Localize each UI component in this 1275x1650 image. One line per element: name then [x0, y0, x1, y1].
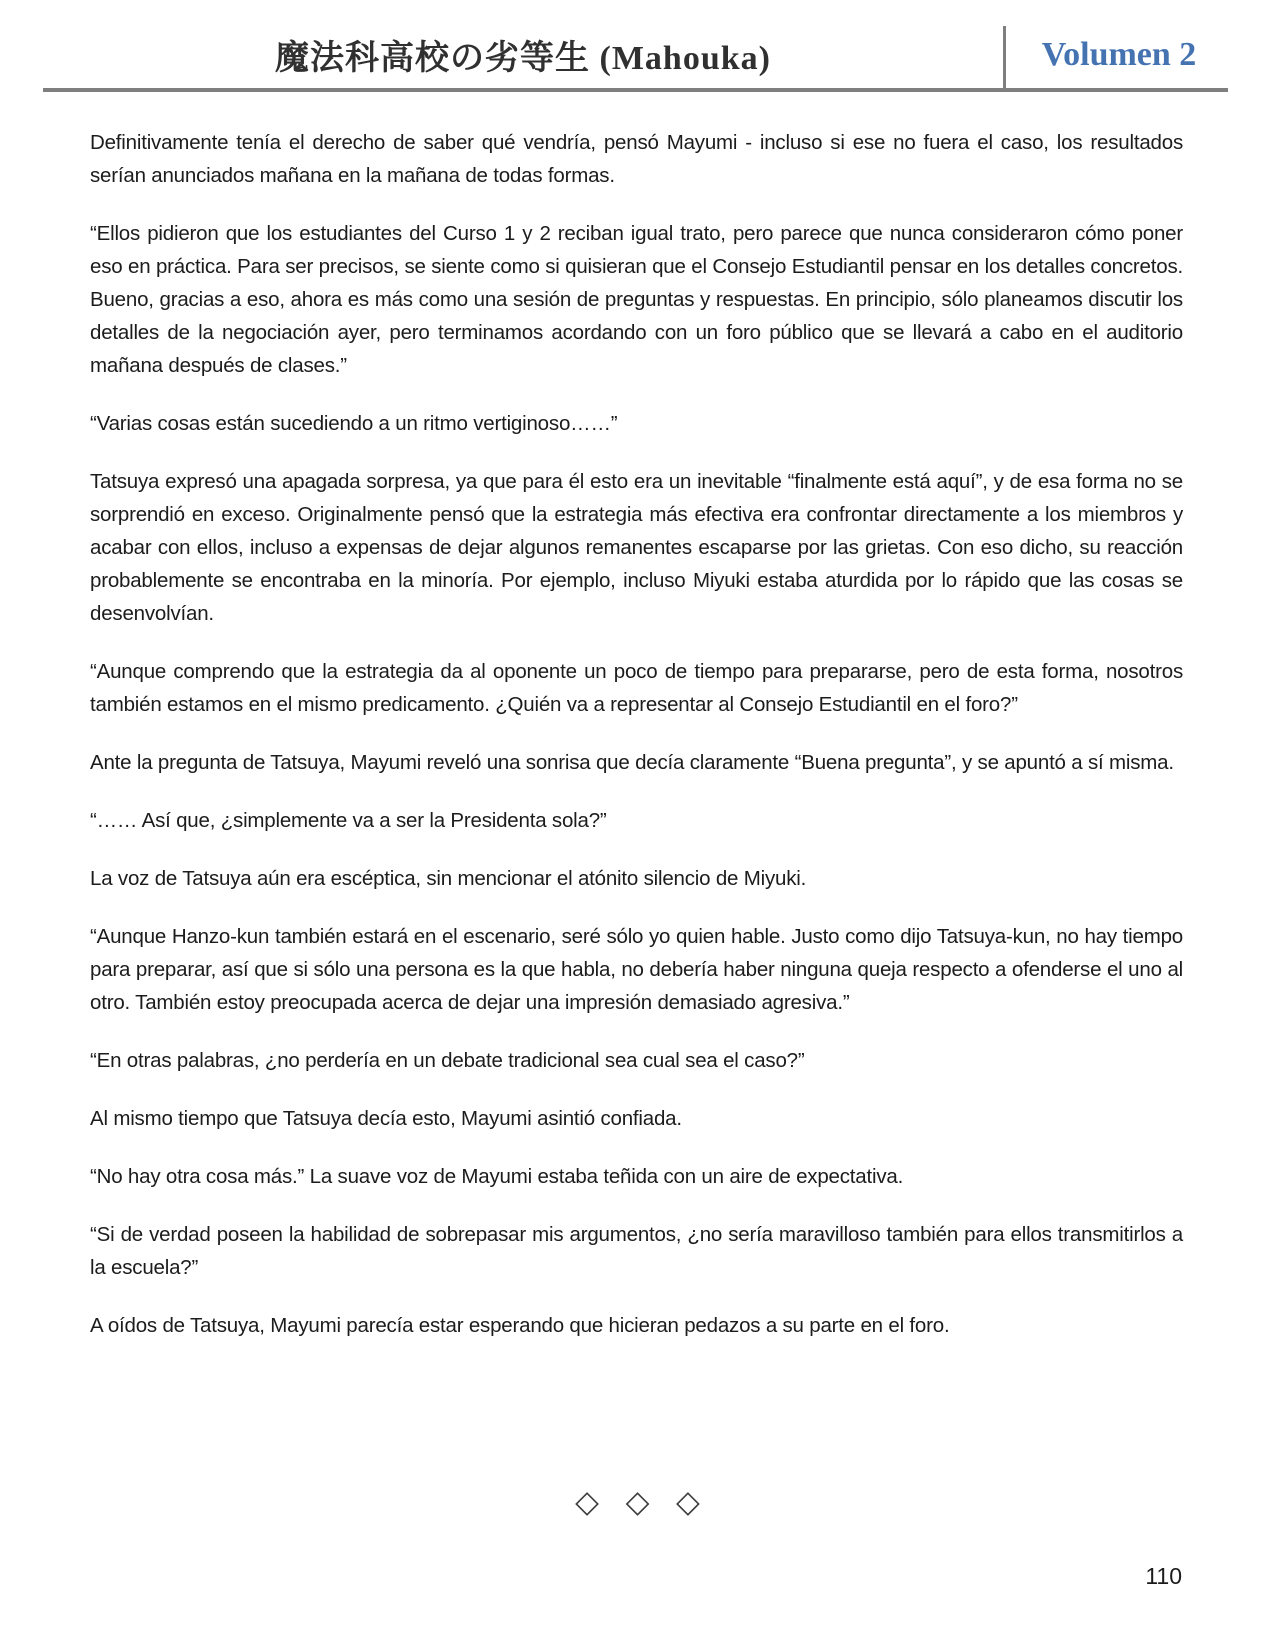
paragraph: Definitivamente tenía el derecho de saber qué vendría, pensó Mayumi - incluso si ese no fuera el caso, los resultados serían anunciados mañana en la mañana de todas formas. — [90, 131, 1183, 187]
paragraph: Ante la pregunta de Tatsuya, Mayumi reveló una sonrisa que decía claramente “Buena pregunta”, y se apuntó a sí misma. — [90, 751, 1174, 774]
paragraph: La voz de Tatsuya aún era escéptica, sin mencionar el atónito silencio de Miyuki. — [90, 867, 807, 890]
paragraph: Al mismo tiempo que Tatsuya decía esto, Mayumi asintió confiada. — [90, 1107, 682, 1130]
volume-label: Volumen 2 — [1041, 36, 1197, 73]
paragraph: “…… Así que, ¿simplemente va a ser la Presidenta sola?” — [90, 809, 607, 832]
paragraph: “Ellos pidieron que los estudiantes del Curso 1 y 2 reciban igual trato, pero parece que nunca consideraron cómo poner eso en práctica. Para ser precisos, se siente como si quisieran que el Consejo Estudiantil pensar en los detalles concretos. Bueno, gracias a eso, ahora es más como una sesión de preguntas y respuestas. En principio, sólo planeamos discutir los detalles de la negociación ayer, pero terminamos acordando con un foro público que se llevará a cabo en el auditorio mañana después de clases.” — [90, 222, 1183, 377]
paragraph: “Si de verdad poseen la habilidad de sobrepasar mis argumentos, ¿no sería maravilloso también para ellos transmitirlos a la escuela?” — [90, 1223, 1183, 1279]
paragraph: “Aunque comprendo que la estrategia da al oponente un poco de tiempo para prepararse, pero de esta forma, nosotros también estamos en el mismo predicamento. ¿Quién va a representar al Consejo Estudiantil en el foro?” — [90, 660, 1183, 716]
paragraph: A oídos de Tatsuya, Mayumi parecía estar esperando que hicieran pedazos a su parte en el foro. — [90, 1314, 950, 1337]
page-number: 110 — [1145, 1563, 1182, 1589]
header-vertical-divider — [1003, 26, 1006, 90]
paragraph: “Varias cosas están sucediendo a un ritmo vertiginoso……” — [90, 412, 618, 435]
header-horizontal-rule — [43, 88, 1228, 92]
document-title: 魔法科高校の劣等生 (Mahouka) — [275, 40, 771, 77]
page-body — [90, 126, 1183, 1367]
paragraph: Tatsuya expresó una apagada sorpresa, ya que para él esto era un inevitable “finalmente está aquí”, y de esa forma no se sorprendió en exceso. Originalmente pensó que la estrategia más efectiva era confrontar directamente a los miembros y acabar con ellos, incluso a expensas de dejar algunos remanentes escaparse por las grietas. Con eso dicho, su reacción probablemente se encontraba en la minoría. Por ejemplo, incluso Miyuki estaba aturdida por lo rápido que las cosas se desenvolvían. — [90, 470, 1183, 625]
paragraph: “Aunque Hanzo-kun también estará en el escenario, seré sólo yo quien hable. Justo como dijo Tatsuya-kun, no hay tiempo para preparar, así que si sólo una persona es la que habla, no debería haber ninguna queja respecto a ofenderse el uno al otro. También estoy preocupada acerca de dejar una impresión demasiado agresiva.” — [90, 925, 1183, 1014]
paragraph: “No hay otra cosa más.” La suave voz de Mayumi estaba teñida con un aire de expectativa. — [90, 1165, 904, 1188]
paragraph: “En otras palabras, ¿no perdería en un debate tradicional sea cual sea el caso?” — [90, 1049, 805, 1072]
scene-separator-diamonds: ◇ ◇ ◇ — [575, 1484, 700, 1519]
